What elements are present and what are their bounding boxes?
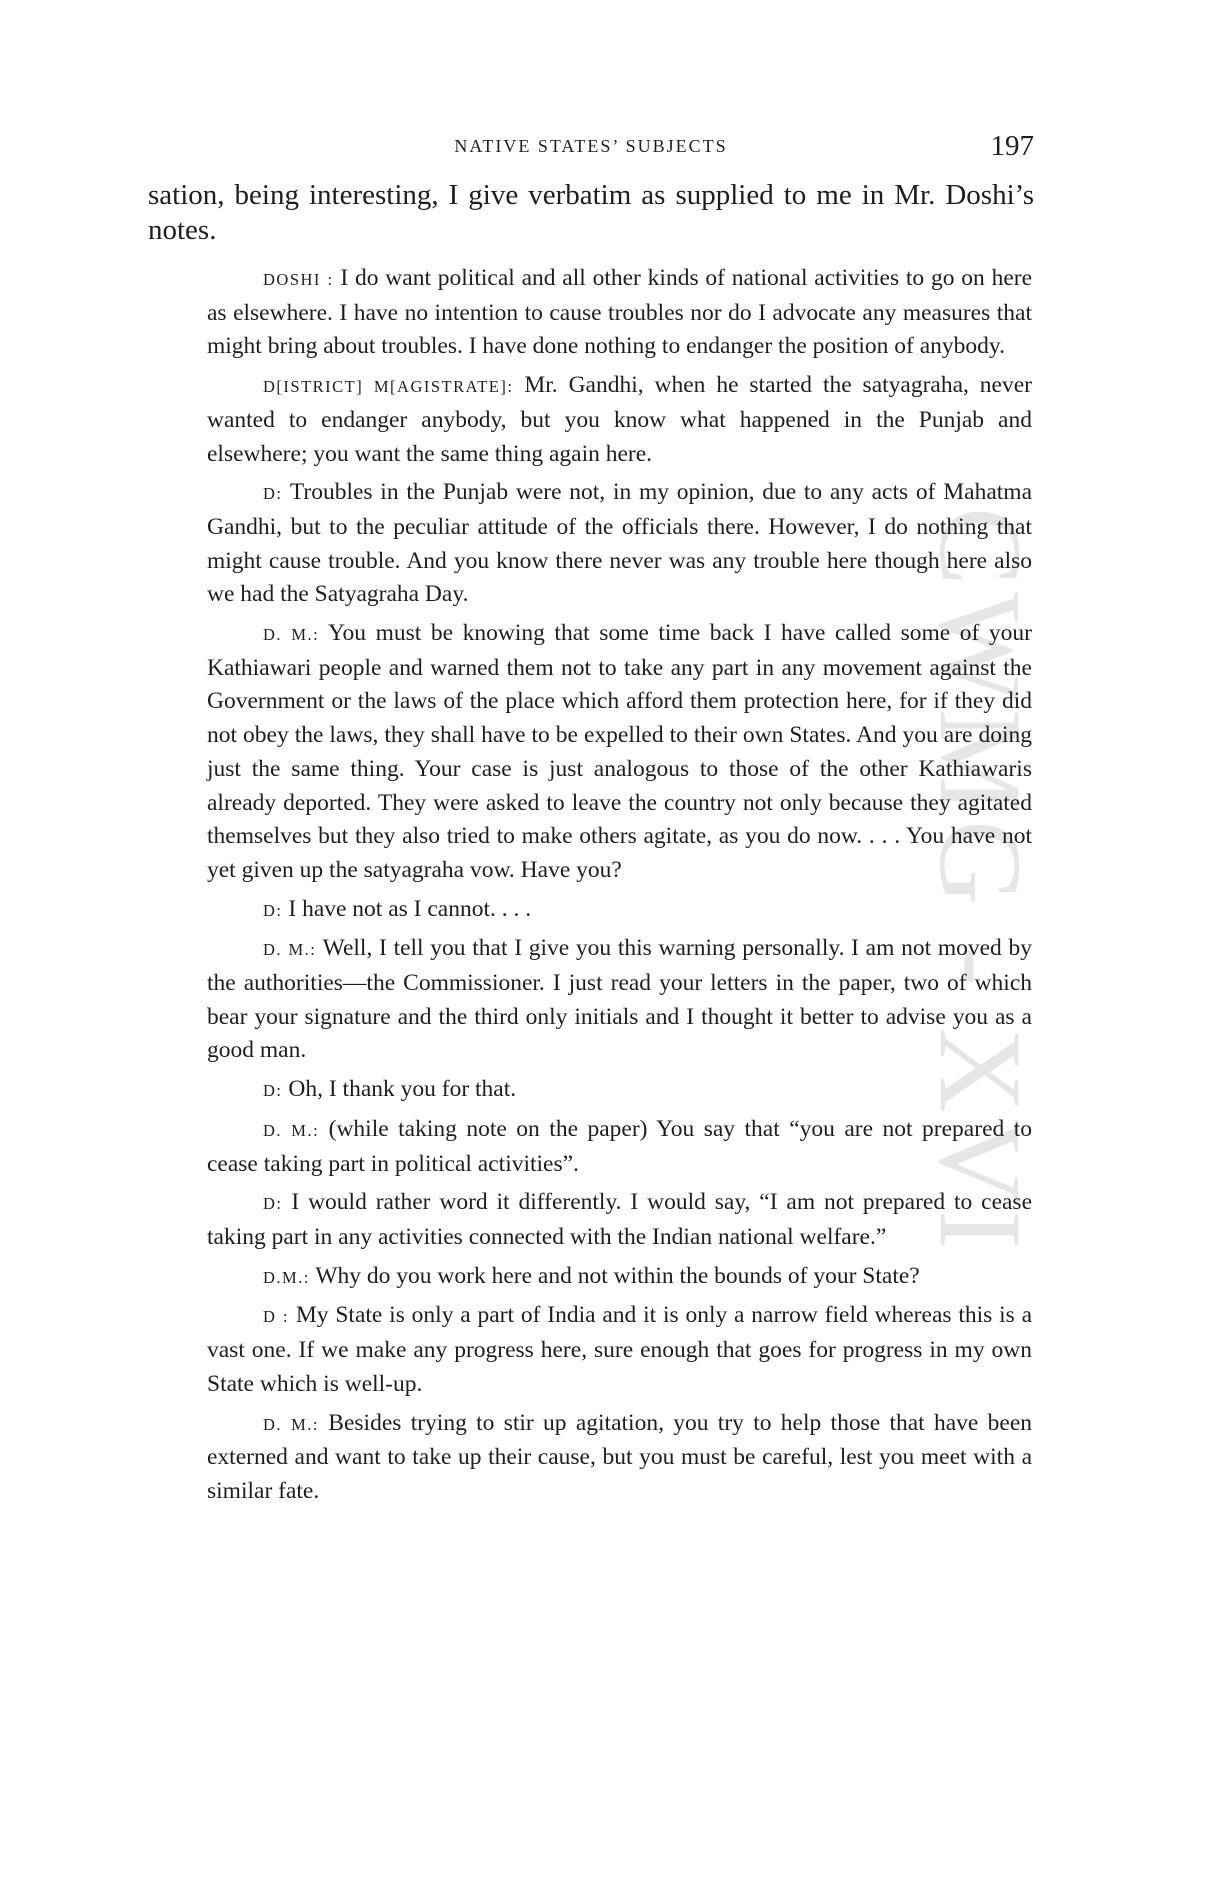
speaker-label: D : bbox=[263, 1307, 290, 1327]
speaker-label: D. M.: bbox=[263, 625, 320, 645]
speech-text: Oh, I thank you for that. bbox=[288, 1076, 517, 1103]
dialogue-paragraph bbox=[207, 1186, 1032, 1254]
speech-text: My State is only a part of India and it is only a narrow field whereas this is a vast one. If we make any progress here, sure enough that goes for progress in my own State which is well-up. bbox=[207, 1302, 1033, 1397]
speaker-label: D. M.: bbox=[263, 940, 317, 960]
speaker-label: D. M.: bbox=[263, 1120, 320, 1140]
speech-text: (while taking note on the paper) You say that “you are not prepared to cease taking part in political activities”. bbox=[207, 1115, 1033, 1177]
speech-text: Why do you work here and not within the bounds of your State? bbox=[315, 1262, 920, 1289]
dialogue-paragraph bbox=[207, 262, 1032, 364]
dialogue-paragraph bbox=[207, 476, 1032, 612]
speech-text: I would rather word it differently. I would say, “I am not prepared to cease taking part in any activities connected with the Indian national welfare.” bbox=[207, 1189, 1033, 1250]
page-number: 197 bbox=[990, 130, 1034, 162]
watermark: CWMG - XVI bbox=[915, 507, 1046, 1256]
dialogue-paragraph bbox=[207, 617, 1032, 888]
dialogue-paragraph bbox=[207, 1299, 1032, 1401]
speech-text: I do want political and all other kinds of national activities to go on here as elsewhere. I have no intention to cause troubles nor do I advocate any measures that might bring about troubles. I have done nothing to endanger the position of anybody. bbox=[207, 265, 1033, 360]
dialogue bbox=[207, 262, 1046, 1514]
speech-text: You must be knowing that some time back I have called some of your Kathiawari people and warned them not to take any part in any movement against the Government or the laws of the place which afford them protection here, for if they did not obey the laws, they shall have to be expelled to their own States. And you are doing just the same thing. Your case is just analogous to those of the other Kathiawaris already deported. They were asked to leave the country not only because they agitated themselves but they also tried to make others agitate, as you do now. . . . You have not yet given up the satyagraha vow. Have you? bbox=[207, 620, 1032, 883]
speech-text: Mr. Gandhi, when he started the satyagraha, never wanted to endanger anybody, but you know what happened in the Punjab and elsewhere; you want the same thing again here. bbox=[207, 372, 1032, 467]
speaker-label: D[ISTRICT] M[AGISTRATE]: bbox=[263, 377, 514, 397]
speaker-label: DOSHI : bbox=[263, 270, 334, 289]
speaker-label: D.M.: bbox=[263, 1267, 310, 1287]
speech-text: I have not as I cannot. . . . bbox=[288, 895, 532, 922]
speaker-label: D: bbox=[263, 900, 283, 920]
opening-paragraph: sation, being interesting, I give verbatim as supplied to me in Mr. Doshi’s notes. bbox=[148, 179, 1034, 246]
speaker-label: D: bbox=[263, 484, 283, 504]
dialogue-paragraph bbox=[207, 369, 1032, 471]
speaker-label: D. M.: bbox=[263, 1414, 319, 1434]
running-title: NATIVE STATES’ SUBJECTS bbox=[454, 136, 728, 156]
dialogue-paragraph bbox=[207, 1073, 1032, 1108]
speaker-label: D: bbox=[263, 1081, 283, 1101]
page-header bbox=[148, 130, 1034, 164]
dialogue-paragraph bbox=[207, 893, 1032, 928]
speech-text: Troubles in the Punjab were not, in my opinion, due to any acts of Mahatma Gandhi, but to the peculiar attitude of the officials there. However, I do nothing that might cause trouble. And you know there never was any trouble here though here also we had the Satyagraha Day. bbox=[207, 479, 1032, 608]
dialogue-paragraph bbox=[207, 932, 1032, 1068]
dialogue-paragraph bbox=[207, 1260, 1032, 1295]
dialogue-paragraph bbox=[207, 1113, 1032, 1181]
dialogue-paragraph bbox=[207, 1407, 1032, 1509]
speech-text: Besides trying to stir up agitation, you try to help those that have been externed and want to take up their cause, but you must be careful, lest you meet with a similar fate. bbox=[207, 1409, 1033, 1504]
speech-text: Well, I tell you that I give you this warning personally. I am not moved by the authorities—the Commissioner. I just read your letters in the paper, two of which bear your signature and the third only initials and I thought it better to advise you as a good man. bbox=[207, 935, 1032, 1064]
speaker-label: D: bbox=[263, 1194, 283, 1214]
